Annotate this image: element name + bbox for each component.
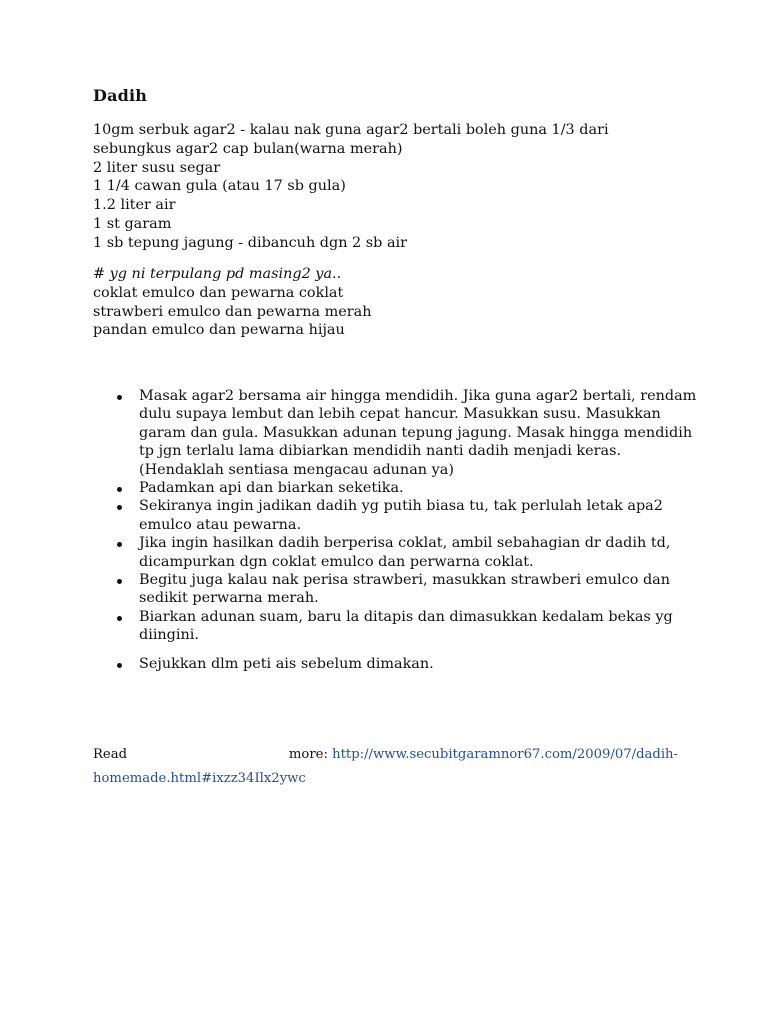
ingredient-line: 10gm serbuk agar2 - kalau nak guna agar2 bertali boleh guna 1/3 dari [93, 122, 609, 138]
option-line: coklat emulco dan pewarna coklat [93, 284, 344, 301]
step-item: Jika ingin hasilkan dadih berperisa coklat, ambil sebahagian dr dadih td, dicampurkan dgn coklat emulco dan perwarna coklat. [139, 534, 709, 571]
step-item: Sekiranya ingin jadikan dadih yg putih biasa tu, tak perlulah letak apa2 emulco atau pewarna. [139, 497, 709, 534]
read-more-row [93, 743, 678, 767]
ingredients-list [93, 121, 693, 253]
ingredient-line: sebungkus agar2 cap bulan(warna merah) [93, 140, 403, 157]
step-item: Sejukkan dlm peti ais sebelum dimakan. [139, 655, 709, 673]
ingredient-line: 1 st garam [93, 215, 172, 232]
read-more-label-right: more: [288, 747, 333, 762]
read-more-right [289, 743, 678, 767]
read-more [93, 743, 678, 791]
options-note-suffix: .. [332, 266, 342, 282]
ingredient-line: 2 liter susu segar [93, 159, 221, 176]
step-item: Masak agar2 bersama air hingga mendidih. Jika guna agar2 bertali, rendam dulu supaya lembut dan lebih cepat hancur. Masukkan susu. Masukkan garam dan gula. Masukkan adunan tepung jagung. Masak hingga mendidih tp jgn terlalu lama dibiarkan mendidih nanti dadih menjadi keras. (Hendaklah sentiasa mengacau adunan ya) [139, 387, 709, 479]
source-link-part1[interactable]: http://www.secubitgaramnor67.com/2009/07/dadih- [332, 747, 678, 762]
recipe-title: Dadih [93, 86, 148, 105]
option-line: pandan emulco dan pewarna hijau [93, 322, 345, 339]
options-note-italic: # yg ni terpulang pd masing2 ya [93, 266, 333, 282]
read-more-label-left: Read [93, 747, 128, 762]
ingredient-line: 1 1/4 cawan gula (atau 17 sb gula) [93, 178, 346, 195]
read-more-row2 [93, 767, 678, 791]
step-item: Padamkan api dan biarkan seketika. [139, 479, 709, 497]
step-item: Biarkan adunan suam, baru la ditapis dan dimasukkan kedalam bekas yg diingini. [139, 608, 709, 645]
ingredient-line: 1 sb tepung jagung - dibancuh dgn 2 sb air [93, 234, 408, 251]
method-steps [111, 387, 709, 673]
ingredient-line: 1.2 liter air [93, 197, 176, 214]
source-link-part2[interactable]: homemade.html#ixzz34Ilx2ywc [93, 771, 306, 786]
step-item: Begitu juga kalau nak perisa strawberi, masukkan strawberi emulco dan sedikit perwarna merah. [139, 571, 709, 608]
flavour-options [93, 265, 693, 340]
option-line: strawberi emulco dan pewarna merah [93, 303, 372, 320]
options-note [93, 265, 693, 284]
